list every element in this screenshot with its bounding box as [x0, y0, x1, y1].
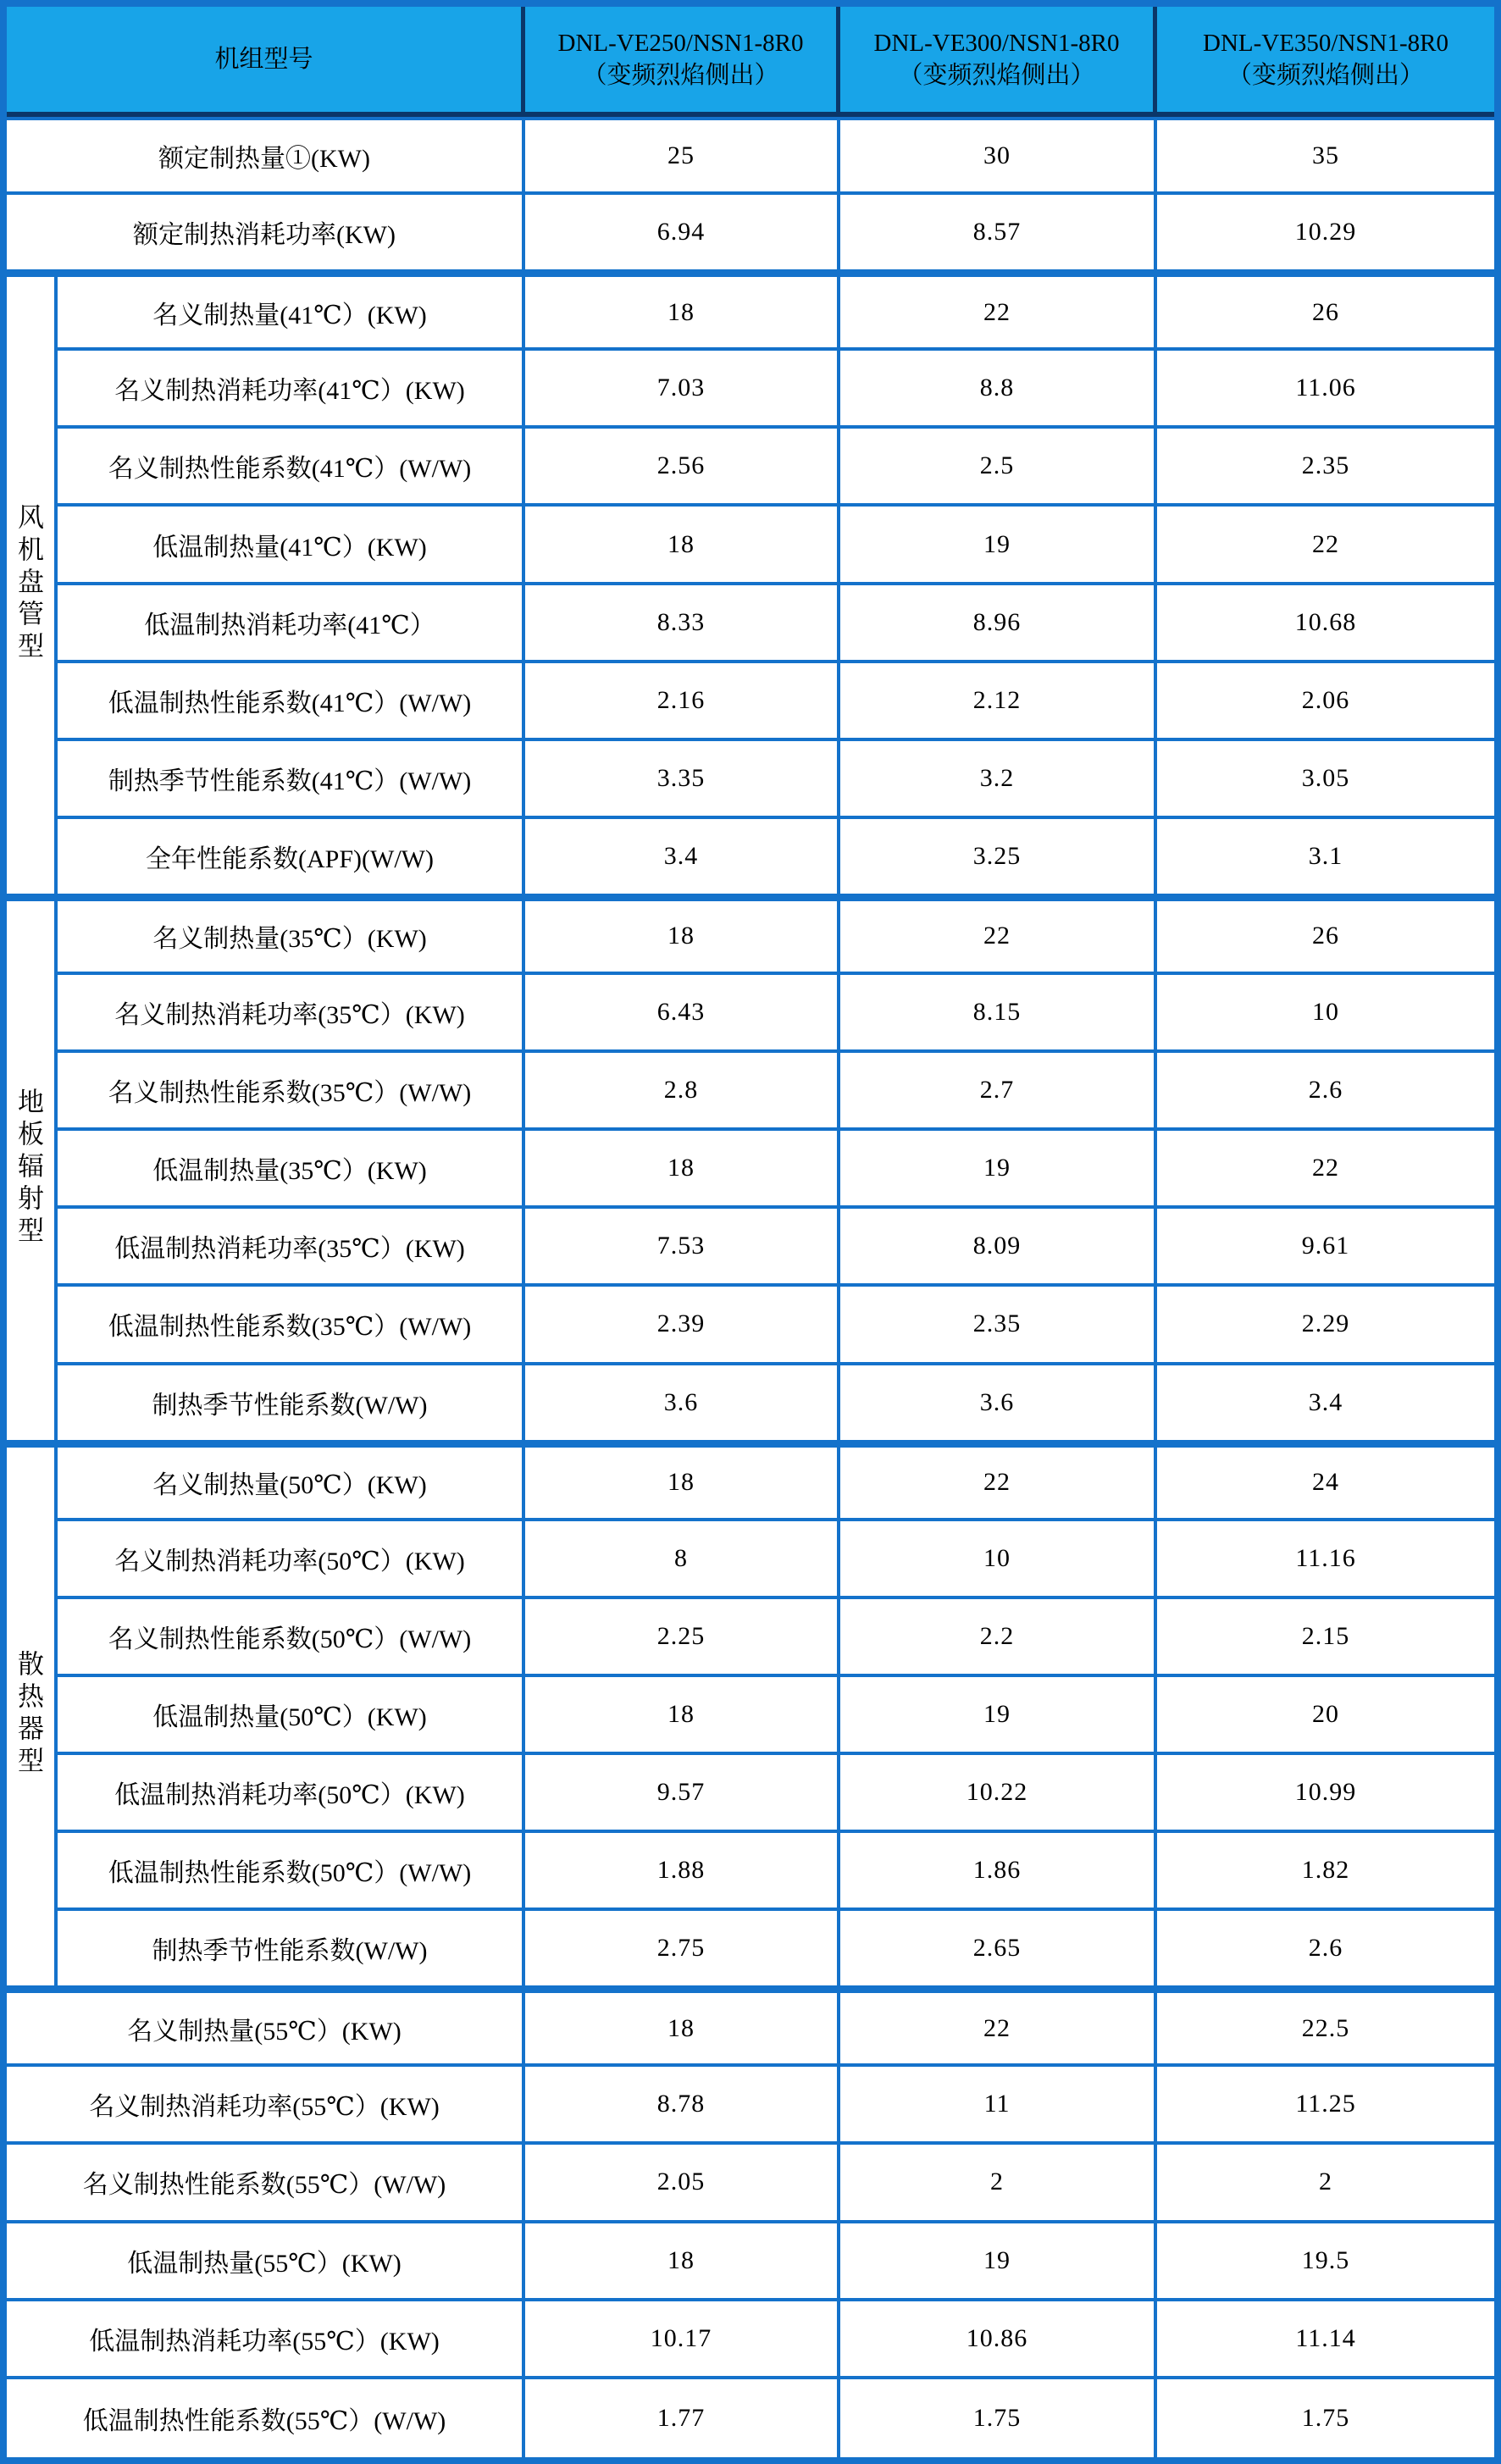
table-row — [7, 1131, 1494, 1209]
spec-table-header — [7, 7, 1494, 117]
spec-value: 19 — [840, 1677, 1157, 1755]
spec-row-label: 额定制热量①(KW) — [7, 117, 525, 195]
spec-value: 1.75 — [840, 2379, 1157, 2457]
row-group-label: 地板辐射型 — [7, 897, 58, 1443]
spec-row-label: 低温制热量(41℃）(KW) — [58, 507, 525, 584]
spec-row-label: 名义制热量(55℃）(KW) — [7, 1989, 525, 2067]
spec-row-label: 低温制热性能系数(35℃）(W/W) — [58, 1287, 525, 1365]
table-row — [7, 2145, 1494, 2223]
table-row — [7, 2223, 1494, 2301]
model-variant: （变频烈焰侧出） — [898, 62, 1095, 89]
spec-row-label: 名义制热性能系数(41℃）(W/W) — [58, 429, 525, 507]
spec-value: 3.4 — [1157, 1365, 1494, 1443]
spec-value: 3.6 — [840, 1365, 1157, 1443]
spec-value: 19 — [840, 2223, 1157, 2301]
spec-value: 2.06 — [1157, 663, 1494, 741]
model-code: DNL-VE350/NSN1-8R0 — [1203, 29, 1448, 57]
spec-value: 6.94 — [525, 195, 840, 273]
spec-value: 26 — [1157, 897, 1494, 975]
table-row — [7, 2379, 1494, 2457]
table-row — [7, 1677, 1494, 1755]
spec-row-label: 低温制热性能系数(50℃）(W/W) — [58, 1833, 525, 1911]
spec-value: 22 — [840, 1443, 1157, 1521]
spec-value: 8.15 — [840, 975, 1157, 1053]
table-row — [7, 117, 1494, 195]
spec-row-label: 额定制热消耗功率(KW) — [7, 195, 525, 273]
table-row — [7, 1989, 1494, 2067]
spec-value: 9.61 — [1157, 1209, 1494, 1287]
table-row — [7, 1599, 1494, 1677]
spec-value: 2.75 — [525, 1911, 840, 1989]
row-group-label: 风机盘管型 — [7, 273, 58, 897]
spec-row-label: 名义制热消耗功率(50℃）(KW) — [58, 1521, 525, 1599]
model-code: DNL-VE300/NSN1-8R0 — [873, 29, 1120, 57]
header-unit-model-label: 机组型号 — [7, 7, 525, 117]
spec-value: 2.39 — [525, 1287, 840, 1365]
spec-value: 11.16 — [1157, 1521, 1494, 1599]
heat-pump-spec-table — [7, 7, 1494, 2457]
spec-value: 18 — [525, 507, 840, 584]
header-model-cell-3 — [1157, 7, 1494, 117]
table-row — [7, 663, 1494, 741]
spec-value: 2.65 — [840, 1911, 1157, 1989]
spec-value: 3.4 — [525, 819, 840, 897]
spec-value: 18 — [525, 1677, 840, 1755]
spec-value: 2.16 — [525, 663, 840, 741]
spec-value: 25 — [525, 117, 840, 195]
spec-value: 22 — [1157, 1131, 1494, 1209]
spec-value: 2.25 — [525, 1599, 840, 1677]
spec-value: 2.2 — [840, 1599, 1157, 1677]
spec-value: 10.29 — [1157, 195, 1494, 273]
spec-value: 1.75 — [1301, 2403, 1350, 2432]
spec-value: 3.05 — [1157, 741, 1494, 819]
model-variant: （变频烈焰侧出） — [1227, 62, 1425, 89]
table-row — [7, 1365, 1494, 1443]
spec-value: 2.56 — [525, 429, 840, 507]
spec-value: 24 — [1157, 1443, 1494, 1521]
table-row — [7, 1443, 1494, 1521]
header-model-cell-2 — [840, 7, 1157, 117]
spec-value: 2.5 — [840, 429, 1157, 507]
model-variant: （变频烈焰侧出） — [582, 62, 779, 89]
table-row — [7, 2301, 1494, 2379]
table-row — [7, 429, 1494, 507]
table-row — [7, 1755, 1494, 1833]
spec-value: 8.96 — [840, 585, 1157, 663]
spec-value: 2 — [1157, 2145, 1494, 2223]
spec-value: 19 — [840, 507, 1157, 584]
spec-value: 10.68 — [1157, 585, 1494, 663]
spec-value: 1.82 — [1157, 1833, 1494, 1911]
spec-row-label: 低温制热消耗功率(35℃）(KW) — [58, 1209, 525, 1287]
spec-row-label: 名义制热消耗功率(55℃）(KW) — [7, 2067, 525, 2145]
spec-value: 2 — [840, 2145, 1157, 2223]
table-row — [7, 1209, 1494, 1287]
spec-value: 2.35 — [840, 1287, 1157, 1365]
spec-row-label: 制热季节性能系数(41℃）(W/W) — [58, 741, 525, 819]
spec-row-label: 名义制热消耗功率(41℃）(KW) — [58, 351, 525, 429]
spec-value: 3.1 — [1157, 819, 1494, 897]
spec-row-label: 名义制热量(35℃）(KW) — [58, 897, 525, 975]
spec-value: 10 — [840, 1521, 1157, 1599]
spec-value: 1.77 — [525, 2379, 840, 2457]
spec-value: 26 — [1157, 273, 1494, 351]
table-row — [7, 975, 1494, 1053]
spec-row-label: 名义制热性能系数(55℃）(W/W) — [7, 2145, 525, 2223]
table-row — [7, 273, 1494, 351]
spec-row-label: 低温制热量(50℃）(KW) — [58, 1677, 525, 1755]
spec-value: 35 — [1157, 117, 1494, 195]
spec-value: 10.22 — [840, 1755, 1157, 1833]
spec-value: 18 — [525, 1443, 840, 1521]
spec-value: 11 — [840, 2067, 1157, 2145]
spec-value: 8.09 — [840, 1209, 1157, 1287]
table-row — [7, 897, 1494, 975]
spec-value: 8.8 — [840, 351, 1157, 429]
spec-value: 1.88 — [525, 1833, 840, 1911]
spec-value: 8.33 — [525, 585, 840, 663]
spec-row-label: 制热季节性能系数(W/W) — [58, 1365, 525, 1443]
spec-value: 7.03 — [525, 351, 840, 429]
spec-value: 3.6 — [525, 1365, 840, 1443]
spec-value: 2.29 — [1157, 1287, 1494, 1365]
spec-value: 2.35 — [1157, 429, 1494, 507]
spec-value: 30 — [840, 117, 1157, 195]
spec-value: 22 — [840, 1989, 1157, 2067]
table-row — [7, 585, 1494, 663]
table-row — [7, 1521, 1494, 1599]
spec-value: 20 — [1157, 1677, 1494, 1755]
spec-value: 2.6 — [1157, 1911, 1494, 1989]
spec-row-label: 低温制热消耗功率(41℃） — [58, 585, 525, 663]
spec-value: 2.15 — [1157, 1599, 1494, 1677]
spec-value: 10.17 — [525, 2301, 840, 2379]
spec-row-label: 名义制热消耗功率(35℃）(KW) — [58, 975, 525, 1053]
spec-value: 11.06 — [1157, 351, 1494, 429]
spec-value: 11.25 — [1157, 2067, 1494, 2145]
spec-value: 8 — [525, 1521, 840, 1599]
spec-row-label: 名义制热量(50℃）(KW) — [58, 1443, 525, 1521]
spec-table-body — [7, 117, 1494, 2457]
spec-value: 22 — [840, 897, 1157, 975]
spec-value: 2.8 — [525, 1053, 840, 1131]
spec-row-label: 低温制热量(35℃）(KW) — [58, 1131, 525, 1209]
spec-value: 18 — [525, 1989, 840, 2067]
table-row — [7, 351, 1494, 429]
table-row — [7, 1833, 1494, 1911]
spec-value: 2.6 — [1157, 1053, 1494, 1131]
spec-value: 18 — [525, 1131, 840, 1209]
table-row — [7, 1053, 1494, 1131]
spec-row-label: 低温制热消耗功率(50℃）(KW) — [58, 1755, 525, 1833]
spec-row-label: 名义制热性能系数(35℃）(W/W) — [58, 1053, 525, 1131]
spec-row-label: 名义制热性能系数(50℃）(W/W) — [58, 1599, 525, 1677]
spec-value: 1.86 — [840, 1833, 1157, 1911]
spec-value: 3.35 — [525, 741, 840, 819]
table-row — [7, 1287, 1494, 1365]
spec-row-label: 低温制热消耗功率(55℃）(KW) — [7, 2301, 525, 2379]
spec-value: 3.25 — [840, 819, 1157, 897]
spec-value: 6.43 — [525, 975, 840, 1053]
spec-row-label: 制热季节性能系数(W/W) — [58, 1911, 525, 1989]
spec-value: 2.12 — [840, 663, 1157, 741]
spec-value: 18 — [525, 273, 840, 351]
spec-value: 2.05 — [525, 2145, 840, 2223]
spec-value: 9.57 — [525, 1755, 840, 1833]
spec-value: 18 — [525, 897, 840, 975]
spec-row-label: 低温制热量(55℃）(KW) — [7, 2223, 525, 2301]
spec-value: 18 — [525, 2223, 840, 2301]
table-row — [7, 195, 1494, 273]
row-group-label: 散热器型 — [7, 1443, 58, 1990]
spec-value: 22.5 — [1157, 1989, 1494, 2067]
model-code: DNL-VE250/NSN1-8R0 — [557, 29, 804, 57]
spec-row-label: 全年性能系数(APF)(W/W) — [58, 819, 525, 897]
spec-value: 8.78 — [525, 2067, 840, 2145]
spec-value: 3.2 — [840, 741, 1157, 819]
spec-value: 10.86 — [840, 2301, 1157, 2379]
header-model-cell-1 — [525, 7, 840, 117]
spec-value: 22 — [840, 273, 1157, 351]
spec-value: 19 — [840, 1131, 1157, 1209]
table-row — [7, 507, 1494, 584]
spec-row-label: 低温制热性能系数(41℃）(W/W) — [58, 663, 525, 741]
table-row — [7, 1911, 1494, 1989]
spec-row-label: 名义制热量(41℃）(KW) — [58, 273, 525, 351]
spec-value: 8.57 — [840, 195, 1157, 273]
spec-value: 10.99 — [1157, 1755, 1494, 1833]
spec-value: 2.7 — [840, 1053, 1157, 1131]
table-row — [7, 819, 1494, 897]
spec-value: 7.53 — [525, 1209, 840, 1287]
spec-value: 22 — [1157, 507, 1494, 584]
spec-value: 11.14 — [1157, 2301, 1494, 2379]
spec-value: 19.5 — [1157, 2223, 1494, 2301]
spec-value: 10 — [1157, 975, 1494, 1053]
table-row — [7, 2067, 1494, 2145]
spec-row-label: 低温制热性能系数(55℃）(W/W) — [7, 2379, 525, 2457]
table-row — [7, 741, 1494, 819]
